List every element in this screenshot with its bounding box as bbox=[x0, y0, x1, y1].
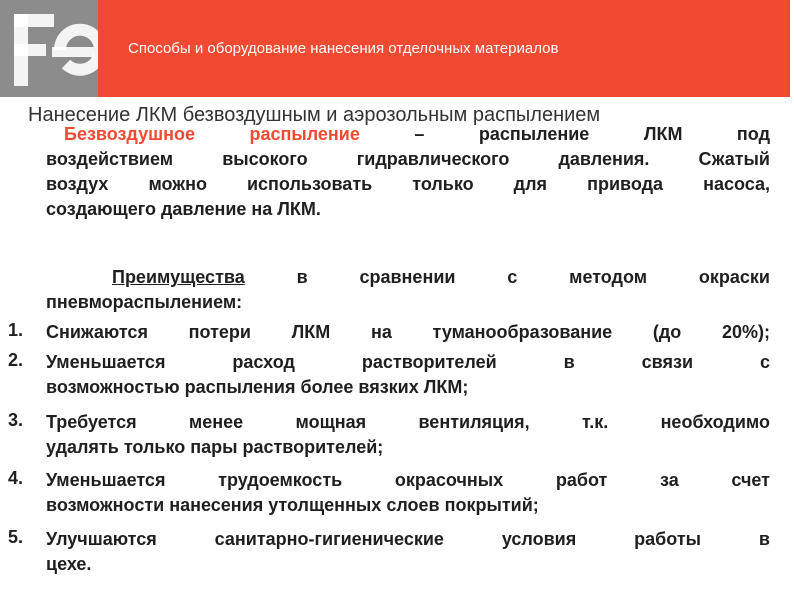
term-highlight: Безвоздушное распыление bbox=[64, 124, 360, 144]
advantages-heading-rest: в сравнении с методом окраски bbox=[244, 267, 770, 287]
list-number-1: 1. bbox=[8, 320, 24, 340]
header-banner bbox=[0, 0, 790, 97]
list-item-2-line-2: возможностью распыления более вязких ЛКМ; bbox=[46, 377, 469, 397]
list-item-2-line-1: Уменьшается расход растворителей в связи с bbox=[46, 352, 770, 372]
list-item-4 bbox=[46, 468, 770, 518]
list-item-2 bbox=[46, 350, 770, 400]
list-item-3-line-1: Требуется менее мощная вентиляция, т.к. необходимо bbox=[46, 412, 770, 432]
list-item-1 bbox=[46, 320, 770, 345]
intro-text-1: – распыление ЛКМ под bbox=[359, 124, 770, 144]
intro-line-3: воздух можно использовать только для привода насоса, bbox=[46, 174, 770, 194]
section-subtitle: Нанесение ЛКМ безвоздушным и аэрозольным распылением bbox=[28, 104, 601, 126]
list-number-3: 3. bbox=[8, 410, 24, 430]
list-item-3-line-2: удалять только пары растворителей; bbox=[46, 437, 384, 457]
logo bbox=[0, 0, 98, 97]
list-item-1-line-1: Снижаются потери ЛКМ на туманообразование (до 20%); bbox=[46, 322, 770, 342]
intro-line-4: создающего давление на ЛКМ. bbox=[46, 199, 321, 219]
intro-line-1 bbox=[46, 122, 770, 147]
list-number-2: 2. bbox=[8, 350, 24, 370]
list-item-5-line-1: Улучшаются санитарно-гигиенические условия работы в bbox=[46, 529, 770, 549]
intro-paragraph bbox=[46, 122, 770, 222]
advantages-heading bbox=[46, 265, 770, 315]
fe-logo-icon bbox=[0, 0, 98, 97]
list-item-4-line-1: Уменьшается трудоемкость окрасочных работ за счет bbox=[46, 470, 770, 490]
intro-line-2: воздействием высокого гидравлического давления. Сжатый bbox=[46, 149, 770, 169]
list-item-3 bbox=[46, 410, 770, 460]
header-title: Способы и оборудование нанесения отделочных материалов bbox=[128, 40, 559, 57]
advantages-heading-line-2: пневмораспылением: bbox=[46, 292, 243, 312]
advantages-heading-line-1 bbox=[46, 265, 770, 290]
list-item-4-line-2: возможности нанесения утолщенных слоев покрытий; bbox=[46, 495, 539, 515]
list-number-5: 5. bbox=[8, 527, 24, 547]
list-number-4: 4. bbox=[8, 468, 24, 488]
list-item-5-line-2: цехе. bbox=[46, 554, 92, 574]
list-item-5 bbox=[46, 527, 770, 577]
advantages-word: Преимущества bbox=[112, 267, 245, 287]
